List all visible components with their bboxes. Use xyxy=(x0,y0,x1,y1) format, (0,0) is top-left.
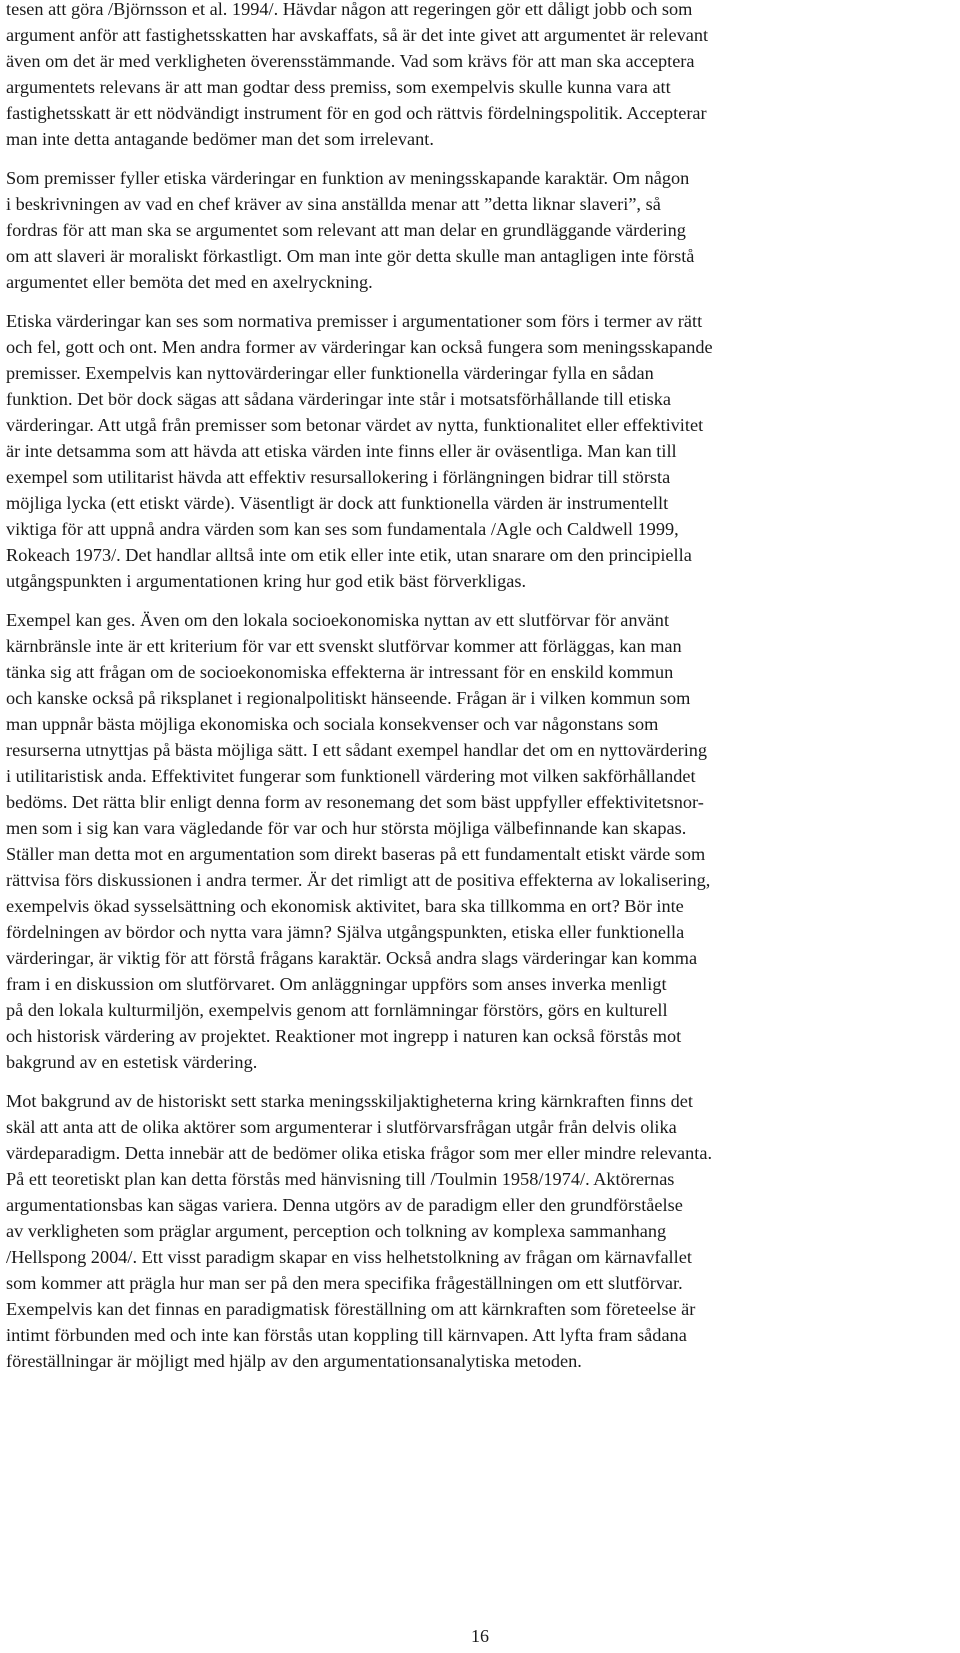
text-line: Ställer man detta mot en argumentation som direkt baseras på ett fundamentalt etiskt värde som xyxy=(6,844,706,864)
page-number: 16 xyxy=(471,1626,489,1646)
text-line: tesen att göra /Björnsson et al. 1994/. Hävdar någon att regeringen gör ett dåligt jobb och som xyxy=(6,0,693,19)
paragraph-2 xyxy=(6,165,952,295)
text-line: bedöms. Det rätta blir enligt denna form av resonemang det som bäst uppfyller effektivitetsnor- xyxy=(6,792,704,812)
text-line: och kanske också på riksplanet i regionalpolitiskt hänseende. Frågan är i vilken kommun som xyxy=(6,688,691,708)
text-line: i utilitaristisk anda. Effektivitet fungerar som funktionell värdering mot vilken sakförhållandet xyxy=(6,766,696,786)
text-line: intimt förbunden med och inte kan förstås utan koppling till kärnvapen. Att lyfta fram sådana xyxy=(6,1325,687,1345)
text-line: fördelningen av bördor och nytta vara jämn? Själva utgångspunkten, etiska eller funktionella xyxy=(6,922,685,942)
text-line: och historisk värdering av projektet. Reaktioner mot ingrepp i naturen kan också förstås mot xyxy=(6,1026,682,1046)
text-line: Rokeach 1973/. Det handlar alltså inte om etik eller inte etik, utan snarare om den principiella xyxy=(6,545,692,565)
text-line: viktiga för att uppnå andra värden som kan ses som fundamentala /Agle och Caldwell 1999, xyxy=(6,519,679,539)
text-line: om att slaveri är moraliskt förkastligt. Om man inte gör detta skulle man antagligen inte förstå xyxy=(6,246,695,266)
text-line: fastighetsskatt är ett nödvändigt instrument för en god och rättvis fördelningspolitik. Accepterar xyxy=(6,103,707,123)
text-line: bakgrund av en estetisk värdering. xyxy=(6,1052,258,1072)
text-line: möjliga lycka (ett etiskt värde). Väsentligt är dock att funktionella värden är instrumentellt xyxy=(6,493,669,513)
text-line: Exempelvis kan det finnas en paradigmatisk föreställning om att kärnkraften som företeelse är xyxy=(6,1299,696,1319)
text-line: Som premisser fyller etiska värderingar en funktion av meningsskapande karaktär. Om någon xyxy=(6,168,690,188)
text-line: funktion. Det bör dock sägas att sådana värderingar inte står i motsatsförhållande till etiska xyxy=(6,389,672,409)
text-line: kärnbränsle inte är ett kriterium för var ett svenskt slutförvar kommer att förläggas, kan man xyxy=(6,636,682,656)
text-line: skäl att anta att de olika aktörer som argumenterar i slutförvarsfrågan utgår från delvis olika xyxy=(6,1117,677,1137)
paragraph-4 xyxy=(6,607,952,1075)
text-line: på den lokala kulturmiljön, exempelvis genom att fornlämningar förstörs, görs en kulturell xyxy=(6,1000,668,1020)
text-line: värderingar, är viktig för att förstå frågans karaktär. Också andra slags värderingar kan komma xyxy=(6,948,698,968)
text-line: som kommer att prägla hur man ser på den mera specifika frågeställningen om ett slutförvar. xyxy=(6,1273,683,1293)
text-line: även om det är med verkligheten överensstämmande. Vad som krävs för att man ska acceptera xyxy=(6,51,695,71)
body-text xyxy=(6,0,952,1387)
text-line: Etiska värderingar kan ses som normativa premisser i argumentationer som förs i termer av rätt xyxy=(6,311,703,331)
text-line: man uppnår bästa möjliga ekonomiska och sociala konsekvenser och var någonstans som xyxy=(6,714,659,734)
text-line: premisser. Exempelvis kan nyttovärderingar eller funktionella värderingar fylla en sådan xyxy=(6,363,654,383)
text-line: man inte detta antagande bedömer man det som irrelevant. xyxy=(6,129,434,149)
paragraph-5 xyxy=(6,1088,952,1374)
text-line: värdeparadigm. Detta innebär att de bedömer olika etiska frågor som mer eller mindre relevanta. xyxy=(6,1143,713,1163)
text-line: utgångspunkten i argumentationen kring hur god etik bäst förverkligas. xyxy=(6,571,527,591)
text-line: argumentets relevans är att man godtar dess premiss, som exempelvis skulle kunna vara att xyxy=(6,77,671,97)
text-line: Mot bakgrund av de historiskt sett starka meningsskiljaktigheterna kring kärnkraften finns det xyxy=(6,1091,693,1111)
text-line: argument anför att fastighetsskatten har avskaffats, så är det inte givet att argumentet är relevant xyxy=(6,25,709,45)
text-line: fordras för att man ska se argumentet som relevant att man delar en grundläggande värdering xyxy=(6,220,686,240)
text-line: föreställningar är möjligt med hjälp av den argumentationsanalytiska metoden. xyxy=(6,1351,582,1371)
text-line: och fel, gott och ont. Men andra former av värderingar kan också fungera som meningsskapande xyxy=(6,337,713,357)
paragraph-1 xyxy=(6,0,952,152)
text-line: exempelvis ökad sysselsättning och ekonomisk aktivitet, bara ska tillkomma en ort? Bör inte xyxy=(6,896,684,916)
text-line: Exempel kan ges. Även om den lokala socioekonomiska nyttan av ett slutförvar för använt xyxy=(6,610,670,630)
paragraph-3 xyxy=(6,308,952,594)
text-line: resurserna utnyttjas på bästa möjliga sätt. I ett sådant exempel handlar det om en nyttovärdering xyxy=(6,740,708,760)
text-line: På ett teoretiskt plan kan detta förstås med hänvisning till /Toulmin 1958/1974/. Aktörernas xyxy=(6,1169,675,1189)
text-line: i beskrivningen av vad en chef kräver av sina anställda menar att ”detta liknar slaveri”, så xyxy=(6,194,661,214)
text-line: tänka sig att frågan om de socioekonomiska effekterna är intressant för en enskild kommun xyxy=(6,662,674,682)
text-line: av verkligheten som präglar argument, perception och tolkning av komplexa sammanhang xyxy=(6,1221,667,1241)
text-line: argumentationsbas kan sägas variera. Denna utgörs av de paradigm eller den grundförståelse xyxy=(6,1195,683,1215)
text-line: /Hellspong 2004/. Ett visst paradigm skapar en viss helhetstolkning av frågan om kärnavfallet xyxy=(6,1247,692,1267)
text-line: men som i sig kan vara vägledande för var och hur största möjliga välbefinnande kan skapas. xyxy=(6,818,687,838)
text-line: exempel som utilitarist hävda att effektiv resursallokering i förlängningen bidrar till största xyxy=(6,467,671,487)
text-line: argumentet eller bemöta det med en axelryckning. xyxy=(6,272,373,292)
text-line: fram i en diskussion om slutförvaret. Om anläggningar uppförs som anses inverka menligt xyxy=(6,974,667,994)
text-line: rättvisa förs diskussionen i andra termer. Är det rimligt att de positiva effekterna av lokalisering, xyxy=(6,870,711,890)
text-line: är inte detsamma som att hävda att etiska värden inte finns eller är oväsentliga. Man kan till xyxy=(6,441,677,461)
text-line: värderingar. Att utgå från premisser som betonar värdet av nytta, funktionalitet eller effektivitet xyxy=(6,415,704,435)
